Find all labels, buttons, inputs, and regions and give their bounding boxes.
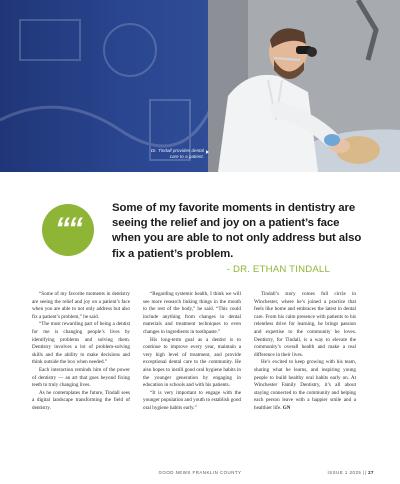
paragraph [254,359,356,412]
quote-mark-icon [42,204,94,256]
paragraph: His long-term goal as a dentist is to continue to improve every year, maintain a very high level of treatment, and provide exceptional dental care to the community. He also hopes to instill good oral hygiene habits in the younger generation by engaging in education in schools and with his patients. [143,336,241,389]
pull-quote-attribution: - DR. ETHAN TINDALL [226,264,330,275]
caption-arrow-icon [206,150,209,154]
caption-line: Dr. Tindall provides dental [150,148,204,153]
quote-mark-glyph: ““ [55,212,81,245]
paragraph: “Regarding systemic health, I think we will see more research linking things in the mouth to the rest of the body,” he said. “This could include anything from changes in dental materials and treatment techniques to even changes in ingredients in toothpaste.” [143,291,241,335]
paragraph: Each interaction reminds him of the power of dentistry — an art that goes beyond fixing teeth to truly changing lives. [32,366,130,389]
equipment-silhouette-pattern [0,0,210,172]
paragraph: “It is very important to engage with the younger population and youth to establish good oral hygiene habits early.” [143,389,241,411]
dentist-illustration [208,0,400,172]
article-column-3 [254,291,356,413]
footer-publication: GOOD NEWS FRANKLIN COUNTY [158,470,242,475]
paragraph: Tindall’s story comes full circle in Winchester, where he’s joined a practice that feels like home and embraces the latest in dental care. From his calm presence with patients to his relentless drive for learning, he brings passion and expertise to the community he loves. Dentistry, for Tindall, is a way to elevate the community’s overall health and make a real difference in their lives. [254,291,356,358]
dentist-photo [208,0,400,172]
issue-label: ISSUE 1 2025 [327,470,362,475]
caption-line: care to a patient. [169,154,204,159]
paragraph: “The most rewarding part of being a dentist for me is changing people’s lives by identifying problems and solving them. Dentistry involves a lot of problem-solving skills and the ability to make decisions and think outside the box when needed.” [32,321,130,366]
photo-band [0,0,400,172]
photo-caption [130,148,204,160]
end-mark: GN [282,404,291,411]
page-number: 27 [368,470,374,475]
footer-issue [328,470,374,475]
pull-quote: Some of my favorite moments in dentistry are seeing the relief and joy on a patient’s face when you are able to not only address but also fix a patient’s problem. [112,202,362,260]
paragraph: “Some of my favorite moments in dentistry are seeing the relief and joy on a patient’s face when you are able to not only address but also fix a patient’s problem,” he said. [32,291,130,320]
article-column-1 [32,291,130,413]
article-column-2 [143,291,241,413]
paragraph: As he contemplates the future, Tindall sees a digital landscape transforming the field of dentistry. [32,389,130,411]
paragraph-text: He’s excited to keep growing with his team, sharing what he learns, and inspiring young people to build healthy oral habits early on. At Winchester Family Dentistry, it’s all about staying connected to the community and helping each person leave with a happier smile and a healthier life. [254,359,356,411]
footer-separator: || [363,470,367,475]
